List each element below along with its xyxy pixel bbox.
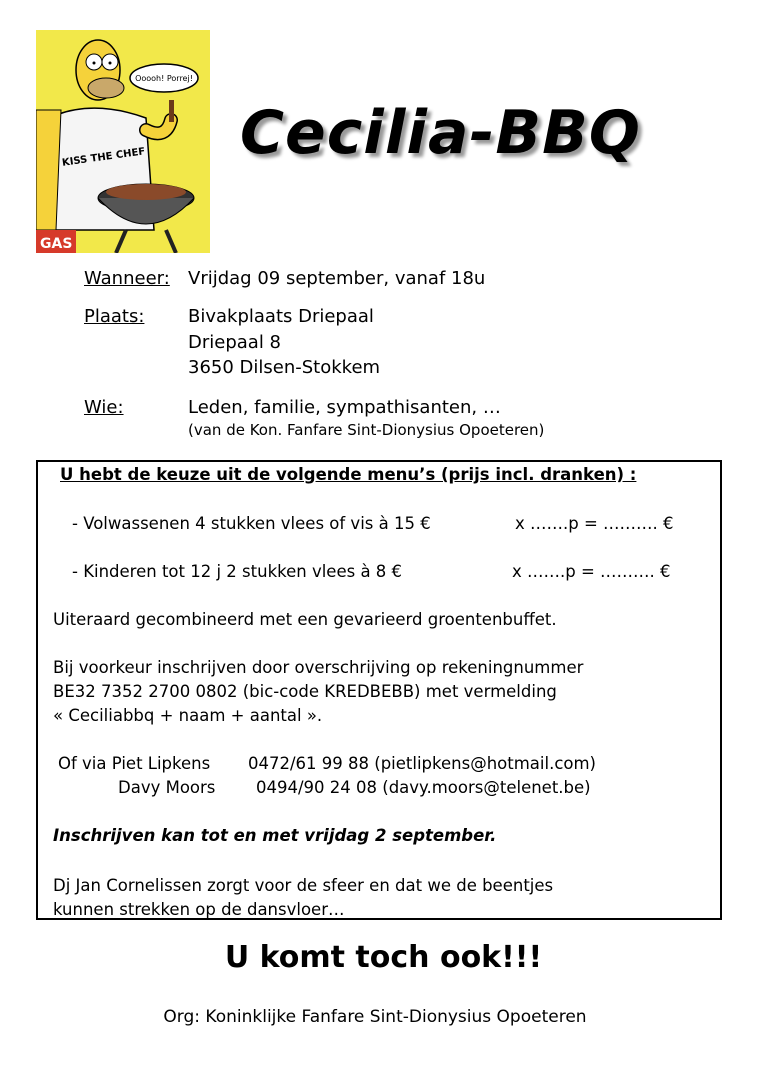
place-line-2: Driepaal 8 [188,332,281,353]
who-label: Wie: [84,397,124,418]
gas-label: GAS [40,236,73,252]
place-label: Plaats: [84,306,145,327]
payment-line-2: BE32 7352 2700 0802 (bic-code KREDBEBB) met vermelding [53,682,557,701]
menu-heading: U hebt de keuze uit de volgende menu’s (prijs incl. dranken) : [60,465,637,484]
contact-intro: Of via Piet Lipkens [58,754,211,773]
option-adults: - Volwassenen 4 stukken vlees of vis à 15 € [72,514,431,533]
payment-line-1: Bij voorkeur inschrijven door overschrijving op rekeningnummer [53,658,584,677]
dj-line-2: kunnen strekken op de dansvloer… [53,900,345,919]
option-kids-calc: x …….p = ………. € [512,562,671,581]
event-title: Cecilia-BBQ [240,98,641,168]
organizer-text: Org: Koninklijke Fanfare Sint-Dionysius Opoeteren [163,1007,587,1027]
who-value: Leden, familie, sympathisanten, … [188,397,501,418]
dj-line-1: Dj Jan Cornelissen zorgt voor de sfeer en dat we de beentjes [53,876,554,895]
closing-text: U komt toch ook!!! [224,940,543,975]
speech-bubble-text: Ooooh! Porrej! [135,74,193,83]
buffet-text: Uiteraard gecombineerd met een gevarieerd groentenbuffet. [53,610,557,629]
place-line-1: Bivakplaats Driepaal [188,306,374,327]
deadline-text: Inschrijven kan tot en met vrijdag 2 september. [53,826,497,845]
contact2-phone: 0494/90 24 08 (davy.moors@telenet.be) [256,778,591,797]
homer-bbq-illustration [36,30,210,253]
when-label: Wanneer: [84,268,170,289]
payment-line-3: « Ceciliabbq + naam + aantal ». [53,706,323,725]
option-kids: - Kinderen tot 12 j 2 stukken vlees à 8 € [72,562,403,581]
when-value: Vrijdag 09 september, vanaf 18u [188,268,486,289]
option-adults-calc: x …….p = ………. € [515,514,674,533]
contact1-phone: 0472/61 99 88 (pietlipkens@hotmail.com) [248,754,596,773]
place-line-3: 3650 Dilsen-Stokkem [188,357,381,378]
apron-text: KISS THE CHEF [61,146,146,169]
who-note: (van de Kon. Fanfare Sint-Dionysius Opoeteren) [188,421,545,439]
contact2-name: Davy Moors [118,778,216,797]
